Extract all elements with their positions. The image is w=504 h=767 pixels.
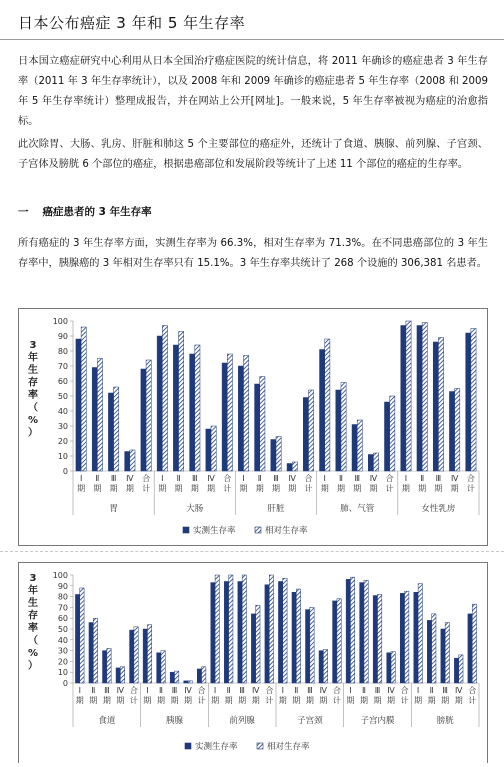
x-tick-label: 期 — [292, 696, 301, 705]
x-tick-label: 期 — [346, 696, 355, 705]
chart-frame-2 — [18, 562, 488, 763]
legend-label: 相对生存率 — [265, 526, 308, 536]
bar-observed — [306, 610, 310, 683]
y-axis-label-char: 年 — [28, 352, 38, 364]
bar-relative — [422, 323, 427, 472]
x-tick-label: 期 — [450, 484, 459, 493]
bar-relative — [350, 577, 354, 683]
bar-observed — [108, 393, 113, 471]
y-axis-label-char: （ — [28, 402, 38, 414]
x-tick-label: Ⅳ — [288, 474, 296, 483]
section-number: 一 — [18, 206, 29, 218]
bar-observed — [92, 368, 97, 472]
x-tick-label: Ⅰ — [146, 686, 149, 695]
x-tick-label: 期 — [224, 696, 233, 705]
x-tick-label: 期 — [414, 696, 423, 705]
bar-observed — [75, 594, 79, 683]
x-tick-label: 期 — [89, 696, 98, 705]
x-tick-label: Ⅲ — [374, 686, 381, 695]
bar-relative — [256, 605, 260, 683]
x-tick-label: Ⅱ — [361, 686, 366, 695]
x-tick-label: 合 — [129, 686, 138, 695]
section-title: 癌症患者的 3 年生存率 — [42, 206, 152, 218]
bar-relative — [120, 667, 124, 683]
legend-label: 实测生存率 — [195, 742, 238, 752]
bar-observed — [170, 672, 174, 683]
bar-observed — [401, 326, 406, 472]
bar-observed — [143, 629, 147, 683]
bar-relative — [357, 420, 362, 471]
bar-relative — [455, 389, 460, 472]
y-axis-label-char: 年 — [28, 585, 38, 597]
x-tick-label: 计 — [223, 484, 232, 493]
y-tick-label: 90 — [57, 332, 68, 341]
x-tick-label: Ⅳ — [126, 474, 134, 483]
x-tick-label: 期 — [75, 696, 84, 705]
bar-relative — [134, 627, 138, 683]
x-tick-label: Ⅲ — [192, 474, 198, 483]
paragraph-intro: 日本国立癌症研究中心利用从日本全国治疗癌症医院的统计信息，将 2011 年确诊的癌症患者 3 年生存率（2011 年 3 年生存率统计），以及 2008 年和 2009 年确诊的癌症患者 5 年生存率（2008 和 2009 年 5 年生存率统计）整理成报告，并在网站上公开[网址]。一般来说，5 年生存率被视为癌症的治愈指标。 — [18, 56, 488, 127]
bar-observed — [141, 369, 146, 471]
bar-observed — [103, 651, 107, 683]
bar-relative — [406, 321, 411, 471]
bar-relative — [107, 648, 111, 683]
y-tick-label: 10 — [57, 452, 68, 461]
x-tick-label: 计 — [304, 484, 313, 493]
bar-observed — [292, 592, 296, 683]
x-tick-label: 计 — [385, 484, 394, 493]
bar-relative — [378, 594, 382, 683]
bar-observed — [76, 339, 81, 471]
legend-label: 实测生存率 — [193, 526, 236, 536]
x-tick-label: 计 — [197, 696, 206, 705]
bar-relative — [179, 332, 184, 472]
bar-relative — [227, 354, 232, 471]
x-tick-label: Ⅲ — [239, 686, 245, 695]
y-tick-label: 100 — [52, 571, 68, 580]
bar-observed — [336, 390, 341, 471]
divider — [0, 39, 504, 40]
bar-relative — [81, 327, 86, 471]
y-axis-label-char: 生 — [28, 365, 38, 376]
bar-relative — [80, 588, 84, 683]
x-tick-label: 期 — [441, 696, 450, 705]
x-tick-label: Ⅰ — [349, 686, 352, 695]
y-axis-label-char: ） — [28, 660, 38, 672]
section-heading — [18, 204, 152, 219]
bar-observed — [211, 583, 215, 683]
bar-relative — [162, 326, 167, 472]
x-tick-label: 计 — [332, 696, 341, 705]
x-tick-label: 期 — [93, 484, 102, 493]
bar-observed — [190, 354, 195, 471]
x-tick-label: Ⅱ — [294, 686, 299, 695]
x-tick-label: 期 — [336, 484, 345, 493]
x-tick-label: Ⅱ — [91, 686, 96, 695]
x-tick-label: 期 — [418, 484, 427, 493]
legend-label: 相对生存率 — [267, 742, 310, 752]
x-tick-label: 计 — [142, 484, 151, 493]
x-tick-label: Ⅰ — [79, 474, 83, 483]
x-tick-label: 期 — [288, 484, 297, 493]
x-tick-label: Ⅰ — [281, 686, 284, 695]
x-tick-label: Ⅲ — [104, 686, 110, 695]
x-tick-label: 期 — [102, 696, 111, 705]
x-tick-label: 期 — [278, 696, 287, 705]
x-tick-label: 期 — [207, 484, 216, 493]
y-axis-label-char: 存 — [28, 377, 38, 389]
bar-observed — [255, 384, 260, 471]
bar-relative — [472, 604, 476, 683]
bar-observed — [360, 583, 364, 683]
group-label: 女性乳房 — [421, 504, 456, 514]
bar-relative — [244, 356, 249, 472]
x-tick-label: Ⅳ — [252, 686, 260, 695]
bar-relative — [323, 650, 327, 683]
bar-observed — [384, 402, 389, 471]
bar-observed — [427, 620, 431, 683]
bar-relative — [202, 667, 206, 683]
bar-observed — [373, 596, 377, 683]
y-tick-label: 100 — [52, 317, 68, 326]
y-axis-label-char: 3 — [29, 573, 37, 584]
y-axis-label-char: 率 — [28, 623, 38, 634]
chart-frame-1 — [18, 308, 488, 546]
x-tick-label: 计 — [129, 696, 138, 705]
x-tick-label: Ⅱ — [420, 474, 425, 483]
x-tick-label: 期 — [401, 484, 410, 493]
group-label: 大肠 — [186, 504, 204, 514]
y-tick-label: 60 — [57, 614, 68, 624]
x-tick-label: 期 — [77, 484, 86, 493]
x-tick-label: 合 — [468, 686, 477, 695]
x-tick-label: Ⅱ — [429, 686, 434, 695]
bar-relative — [114, 387, 119, 471]
x-tick-label: 期 — [170, 696, 179, 705]
bar-relative — [438, 338, 443, 472]
bar-observed — [130, 630, 134, 683]
bar-relative — [296, 589, 300, 683]
bar-observed — [116, 668, 120, 683]
x-tick-label: 期 — [143, 696, 152, 705]
x-tick-label: 计 — [468, 696, 477, 705]
x-tick-label: Ⅱ — [158, 686, 163, 695]
bar-observed — [352, 425, 357, 472]
bar-relative — [97, 359, 102, 472]
bar-observed — [468, 614, 472, 683]
x-tick-label: Ⅲ — [171, 686, 178, 695]
bar-relative — [146, 360, 151, 471]
bar-observed — [89, 623, 93, 683]
bar-observed — [265, 585, 269, 683]
legend-swatch — [257, 743, 263, 749]
y-tick-label: 90 — [57, 581, 68, 591]
x-tick-label: 期 — [454, 696, 463, 705]
bar-relative — [364, 580, 368, 683]
bar-relative — [283, 578, 287, 683]
x-tick-label: 期 — [319, 696, 328, 705]
x-tick-label: 期 — [272, 484, 280, 493]
bar-relative — [405, 591, 409, 683]
x-tick-label: 合 — [265, 686, 274, 695]
bar-relative — [471, 329, 476, 472]
y-tick-label: 80 — [57, 347, 68, 356]
x-tick-label: Ⅲ — [435, 474, 442, 483]
x-tick-label: Ⅳ — [455, 686, 463, 695]
y-axis-label-char: % — [27, 648, 39, 659]
x-tick-label: 合 — [385, 474, 394, 483]
bar-observed — [287, 464, 292, 472]
y-axis-label-char: （ — [28, 635, 38, 647]
y-tick-label: 30 — [57, 422, 68, 431]
bar-observed — [319, 651, 323, 683]
group-label: 子宫颈 — [297, 716, 323, 726]
y-tick-label: 20 — [57, 657, 68, 667]
bar-observed — [368, 455, 373, 472]
bar-relative — [341, 383, 346, 472]
legend-swatch — [183, 527, 189, 533]
group-label: 肝脏 — [267, 504, 285, 514]
x-tick-label: 期 — [211, 696, 220, 705]
bar-relative — [310, 607, 314, 683]
group-label: 肺、气管 — [340, 504, 375, 514]
x-tick-label: 期 — [190, 484, 199, 493]
x-tick-label: 期 — [373, 696, 382, 705]
x-tick-label: Ⅲ — [307, 686, 313, 695]
x-tick-label: Ⅰ — [213, 686, 217, 695]
bar-observed — [466, 333, 471, 471]
bar-relative — [215, 575, 219, 683]
bar-relative — [93, 618, 97, 683]
y-tick-label: 70 — [57, 362, 68, 371]
y-tick-label: 0 — [62, 679, 68, 688]
bar-observed — [251, 614, 255, 683]
bar-observed — [157, 336, 162, 471]
y-tick-label: 10 — [57, 668, 68, 678]
y-tick-label: 20 — [57, 437, 68, 446]
x-tick-label: 期 — [387, 696, 396, 705]
y-tick-label: 70 — [57, 603, 68, 613]
x-tick-label: Ⅲ — [442, 686, 448, 695]
x-tick-label: Ⅳ — [184, 686, 192, 695]
x-tick-label: Ⅰ — [323, 474, 326, 483]
group-label: 胃 — [109, 504, 118, 514]
x-tick-label: Ⅳ — [369, 474, 378, 483]
bar-observed — [417, 326, 422, 472]
y-tick-label: 50 — [57, 625, 68, 634]
x-tick-label: Ⅰ — [404, 474, 408, 483]
bar-observed — [197, 669, 201, 683]
x-tick-label: 合 — [142, 474, 151, 483]
x-tick-label: Ⅳ — [387, 686, 395, 695]
x-tick-label: 期 — [174, 484, 183, 493]
x-tick-label: 计 — [400, 696, 409, 705]
bar-relative — [418, 584, 422, 683]
legend-swatch — [255, 527, 261, 533]
bar-relative — [130, 450, 135, 471]
bar-relative — [269, 575, 273, 683]
x-tick-label: Ⅱ — [338, 474, 343, 483]
y-axis-label-char: 存 — [28, 610, 38, 622]
x-tick-label: Ⅱ — [226, 686, 231, 695]
x-tick-label: 期 — [116, 696, 125, 705]
y-axis-label-char: % — [27, 415, 39, 426]
x-tick-label: Ⅱ — [257, 474, 262, 483]
bar-observed — [449, 392, 454, 472]
bar-relative — [147, 625, 151, 683]
bar-relative — [459, 655, 463, 683]
x-tick-label: 期 — [305, 696, 314, 705]
x-tick-label: Ⅱ — [176, 474, 181, 483]
bar-observed — [271, 440, 276, 472]
x-tick-label: 合 — [197, 686, 206, 695]
bar-observed — [224, 581, 228, 683]
x-tick-label: 合 — [400, 686, 409, 695]
x-tick-label: 期 — [251, 696, 260, 705]
y-axis-label-char: ） — [28, 427, 38, 439]
bar-relative — [276, 437, 281, 472]
y-axis-label-char: 生 — [28, 598, 38, 609]
bar-relative — [292, 462, 297, 471]
bar-observed — [238, 366, 243, 471]
x-tick-label: Ⅳ — [450, 474, 459, 483]
group-label: 前列腺 — [229, 716, 255, 726]
bar-observed — [125, 452, 130, 472]
x-tick-label: Ⅰ — [78, 686, 81, 695]
bar-relative — [432, 614, 436, 683]
survival-chart-1 — [19, 309, 487, 545]
x-tick-label: 期 — [369, 484, 378, 493]
bar-relative — [195, 345, 200, 471]
x-tick-label: 期 — [427, 696, 436, 705]
x-tick-label: 期 — [255, 484, 264, 493]
y-tick-label: 50 — [57, 392, 68, 401]
x-tick-label: Ⅲ — [110, 474, 117, 483]
group-label: 膀胱 — [436, 716, 454, 726]
bar-relative — [161, 651, 165, 683]
y-tick-label: 0 — [62, 467, 68, 476]
x-tick-label: Ⅲ — [354, 474, 360, 483]
bar-observed — [387, 653, 391, 683]
page-title: 日本公布癌症 3 年和 5 年生存率 — [18, 14, 246, 32]
bar-observed — [238, 581, 242, 683]
x-tick-label: 期 — [359, 696, 368, 705]
bar-relative — [391, 652, 395, 683]
x-tick-label: 期 — [184, 696, 193, 705]
bar-observed — [346, 579, 350, 683]
bar-observed — [173, 345, 178, 471]
bar-relative — [229, 575, 233, 683]
bar-relative — [337, 599, 341, 683]
bar-observed — [303, 398, 308, 472]
x-tick-label: 合 — [332, 686, 341, 695]
bar-relative — [325, 339, 330, 471]
x-tick-label: Ⅰ — [416, 686, 420, 695]
paragraph-summary: 所有癌症的 3 年生存率方面，实测生存率为 66.3%，相对生存率为 71.3%。在不同患癌部位的 3 年生存率中，胰腺癌的 3 年相对生存率只有 15.1%。3 年生存率共统计了 268 个设施的 306,381 名患者。 — [18, 238, 488, 269]
bar-observed — [414, 592, 418, 683]
x-tick-label: 期 — [158, 484, 167, 493]
x-tick-label: 合 — [466, 474, 475, 483]
page-break — [0, 551, 504, 552]
x-tick-label: Ⅳ — [319, 686, 328, 695]
group-label: 食道 — [98, 716, 116, 726]
bar-relative — [175, 671, 179, 683]
bar-observed — [222, 363, 227, 471]
y-tick-label: 30 — [57, 646, 68, 656]
bar-observed — [206, 429, 211, 471]
x-tick-label: 合 — [304, 474, 313, 483]
bar-observed — [454, 658, 458, 683]
bar-observed — [441, 629, 445, 683]
bar-observed — [400, 593, 404, 683]
group-label: 胰腺 — [165, 716, 184, 726]
x-tick-label: Ⅳ — [207, 474, 215, 483]
x-tick-label: 计 — [265, 696, 274, 705]
bar-observed — [320, 350, 325, 472]
paragraph-scope: 此次除胃、大肠、乳房、肝脏和肺这 5 个主要部位的癌症外，还统计了食道、胰腺、前列腺、子宫颈、子宫体及膀胱 6 个部位的癌症，根据患癌部位和发展阶段等统计了上述 11 个部位的癌症的生存率。 — [18, 139, 488, 170]
y-axis-label-char: 率 — [28, 390, 38, 401]
y-tick-label: 60 — [57, 377, 68, 386]
bar-observed — [184, 681, 188, 683]
survival-chart-2 — [19, 563, 487, 763]
bar-observed — [157, 653, 161, 683]
x-tick-label: Ⅲ — [273, 474, 279, 483]
x-tick-label: Ⅱ — [95, 474, 100, 483]
x-tick-label: Ⅰ — [161, 474, 164, 483]
x-tick-label: 期 — [238, 696, 247, 705]
bar-observed — [278, 581, 282, 683]
bar-relative — [242, 575, 246, 683]
bar-relative — [211, 426, 216, 471]
bar-relative — [260, 377, 265, 472]
y-tick-label: 40 — [57, 635, 68, 645]
bar-relative — [373, 453, 378, 471]
x-tick-label: 期 — [125, 484, 134, 493]
x-tick-label: Ⅳ — [116, 686, 125, 695]
legend-swatch — [185, 743, 191, 749]
x-tick-label: 期 — [156, 696, 165, 705]
bar-relative — [390, 396, 395, 471]
x-tick-label: 合 — [223, 474, 232, 483]
bar-relative — [188, 681, 192, 683]
x-tick-label: 期 — [239, 484, 248, 493]
group-label: 子宫内膜 — [360, 716, 395, 726]
bar-observed — [433, 342, 438, 471]
x-tick-label: 计 — [466, 484, 475, 493]
y-tick-label: 80 — [57, 592, 68, 602]
y-tick-label: 40 — [57, 407, 68, 416]
y-axis-label-char: 3 — [29, 340, 37, 351]
x-tick-label: 期 — [434, 484, 443, 493]
bar-relative — [445, 623, 449, 683]
x-tick-label: Ⅰ — [242, 474, 245, 483]
x-tick-label: 期 — [353, 484, 362, 493]
bar-relative — [308, 390, 313, 471]
x-tick-label: 期 — [109, 484, 118, 493]
x-tick-label: 期 — [320, 484, 329, 493]
bar-observed — [333, 601, 337, 683]
